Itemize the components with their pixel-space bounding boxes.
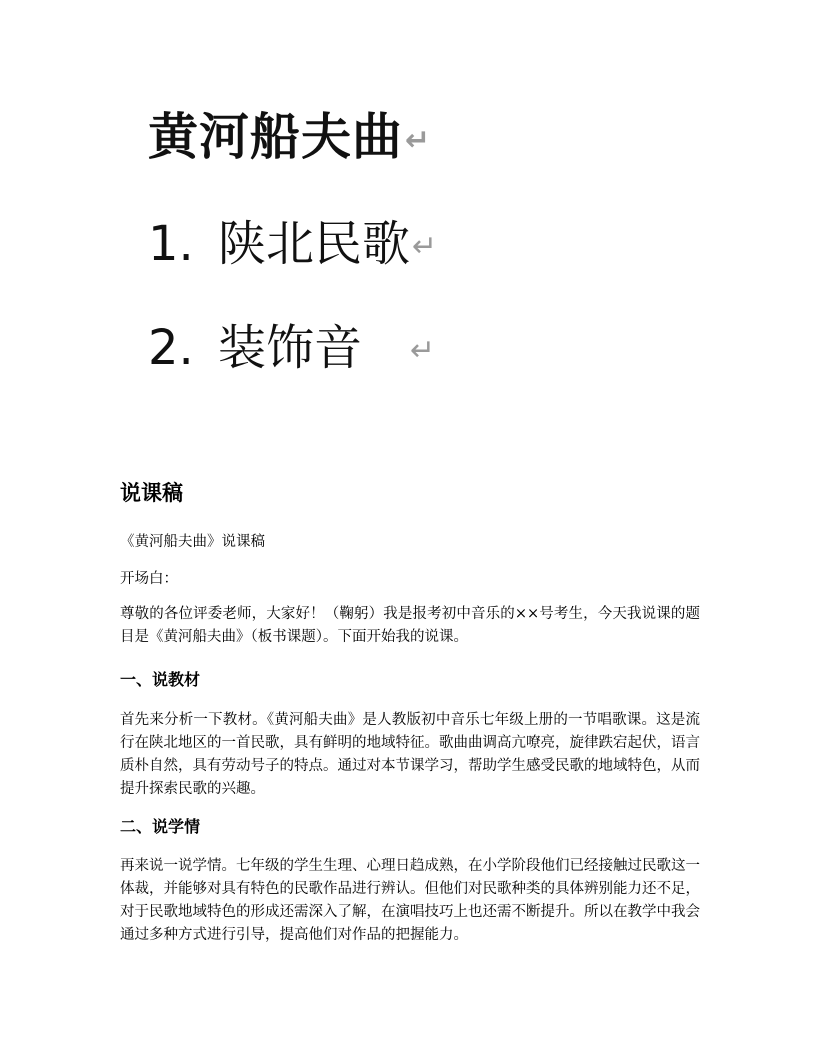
section-body-students: 再来说一说学情。七年级的学生生理、心理日趋成熟，在小学阶段他们已经接触过民歌这一体裁，并能够对具有特色的民歌作品进行辨认。但他们对民歌种类的具体辨别能力还不足，对于民歌地域特色的形成还需深入了解，在演唱技巧上也还需不断提升。所以在教学中我会通过多种方式进行引导，提高他们对作品的把握能力。 — [120, 858, 700, 943]
opening-label: 开场白： — [120, 571, 178, 587]
board-title — [148, 108, 432, 166]
section-heading-students: 二、说学情 — [120, 817, 201, 836]
document-title: 《黄河船夫曲》说课稿 — [120, 534, 265, 550]
section-heading-textbook: 一、说教材 — [120, 670, 201, 689]
paragraph-mark-icon: ↵ — [410, 333, 436, 368]
paragraph-mark-icon: ↵ — [405, 122, 432, 158]
board-title-text: 黄河船夫曲 — [148, 108, 403, 166]
board-item-2 — [148, 320, 436, 376]
board-item-number: 2. — [148, 320, 194, 376]
section-body-textbook: 首先来分析一下教材。《黄河船夫曲》是人教版初中音乐七年级上册的一节唱歌课。这是流行在陕北地区的一首民歌，具有鲜明的地域特征。歌曲曲调高亢嘹亮，旋律跌宕起伏，语言质朴自然，具有劳动号子的特点。通过对本节课学习，帮助学生感受民歌的地域特色，从而提升探索民歌的兴趣。 — [120, 712, 700, 797]
page-heading: 说课稿 — [120, 481, 183, 505]
opening-paragraph: 尊敬的各位评委老师，大家好！（鞠躬）我是报考初中音乐的××号考生，今天我说课的题目是《黄河船夫曲》（板书课题）。下面开始我的说课。 — [120, 606, 700, 645]
board-item-text: 陕北民歌 — [218, 216, 411, 272]
board-item-text: 装饰音 — [218, 320, 363, 376]
board-item-1 — [148, 216, 438, 272]
board-item-number: 1. — [148, 216, 194, 272]
paragraph-mark-icon: ↵ — [412, 229, 438, 264]
